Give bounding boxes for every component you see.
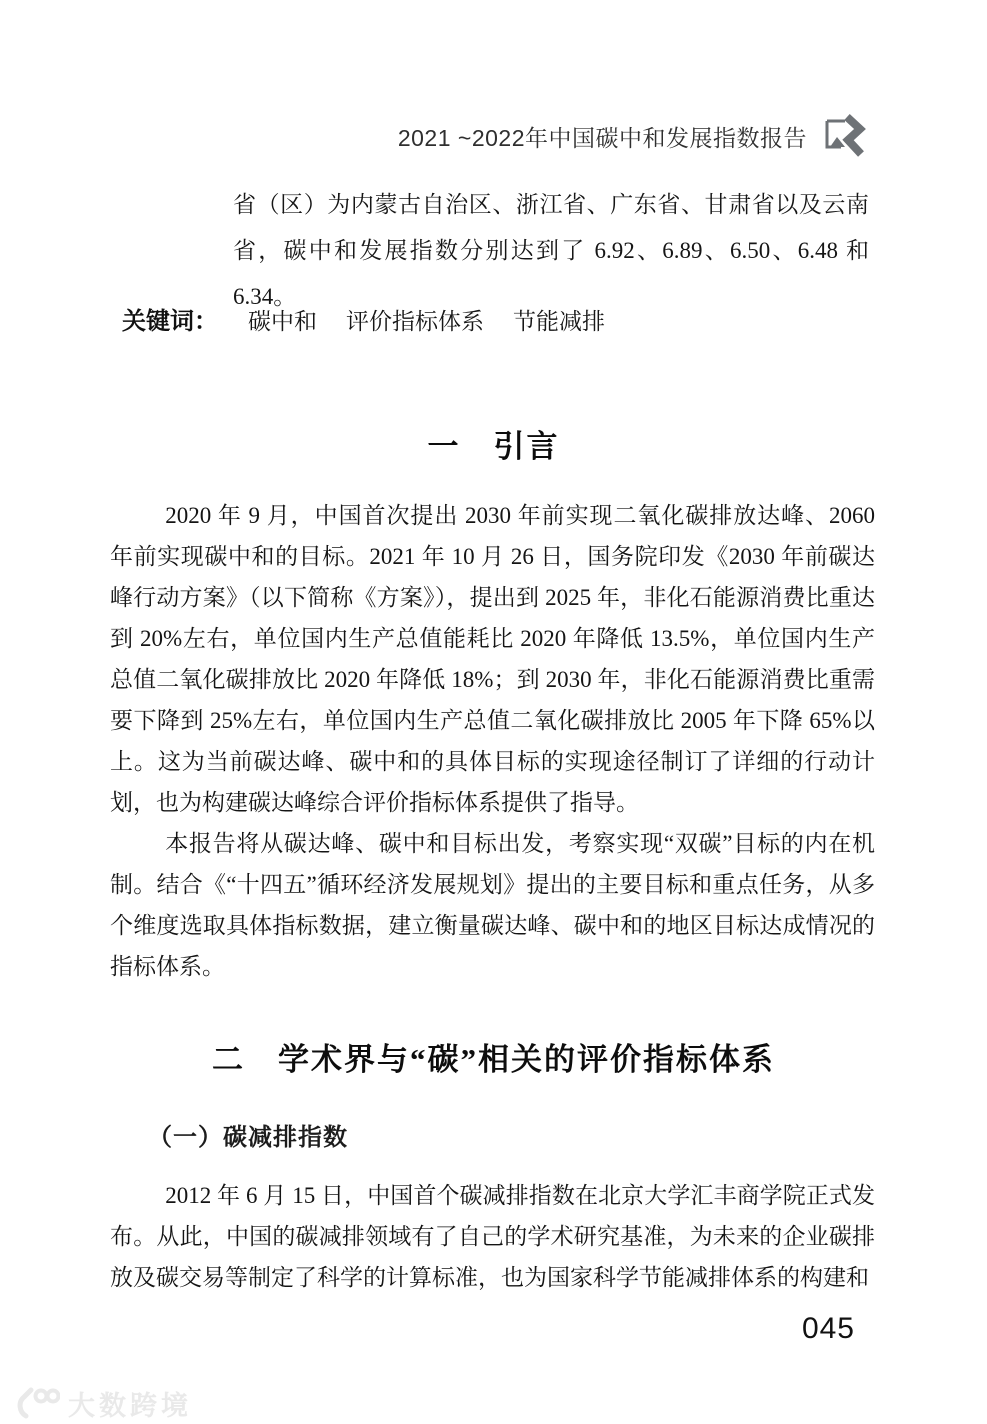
section-2-body	[110, 1175, 875, 1298]
paragraph-2: 本报告将从碳达峰、碳中和目标出发，考察实现“双碳”目标的内在机制。结合《“十四五”循环经济发展规划》提出的主要目标和重点任务，从多个维度选取具体指标数据，建立衡量碳达峰、碳中和的地区目标达成情况的指标体系。	[110, 831, 875, 979]
watermark-logo-icon	[14, 1387, 60, 1421]
paragraph-1: 2020 年 9 月，中国首次提出 2030 年前实现二氧化碳排放达峰、2060 年前实现碳中和的目标。2021 年 10 月 26 日，国务院印发《2030 年前碳达峰行动方案》（以下简称《方案》），提出到 2025 年，非化石能源消费比重达到 20%左右，单位国内生产总值能耗比 2020 年降低 13.5%，单位国内生产总值二氧化碳排放比 2020 年降低 18%；到 2030 年，非化石能源消费比重需要下降到 25%左右，单位国内生产总值二氧化碳排放比 2005 年下降 65%以上。这为当前碳达峰、碳中和的具体目标的实现途径制订了详细的行动计划，也为构建碳达峰综合评价指标体系提供了指导。	[110, 503, 875, 815]
keyword-term: 评价指标体系	[346, 309, 484, 334]
running-header-title: 2021 ~2022年中国碳中和发展指数报告	[397, 124, 807, 151]
watermark	[14, 1384, 192, 1423]
keywords-row	[122, 301, 869, 336]
keywords-label: 关键词：	[122, 308, 218, 335]
subsection-1-heading: （一）碳减排指数	[148, 1124, 348, 1151]
watermark-text: 大数跨境	[68, 1391, 192, 1421]
abstract-continuation-text: 省（区）为内蒙古自治区、浙江省、广东省、甘肃省以及云南省，碳中和发展指数分别达到了 6.92、6.89、6.50、6.48 和 6.34。	[233, 192, 869, 309]
press-logo-icon	[819, 113, 867, 159]
section-1-body	[110, 495, 875, 987]
keyword-term: 节能减排	[513, 309, 605, 334]
section-2-heading: 二 学术界与“碳”相关的评价指标体系	[212, 1042, 775, 1077]
page-number: 045	[801, 1312, 855, 1345]
keyword-term: 碳中和	[248, 309, 317, 334]
section-1-heading: 一 引言	[427, 429, 560, 464]
running-header	[110, 113, 867, 159]
paragraph-3: 2012 年 6 月 15 日，中国首个碳减排指数在北京大学汇丰商学院正式发布。从此，中国的碳减排领域有了自己的学术研究基准，为未来的企业碳排放及碳交易等制定了科学的计算标准，也为国家科学节能减排体系的构建和	[110, 1183, 875, 1290]
